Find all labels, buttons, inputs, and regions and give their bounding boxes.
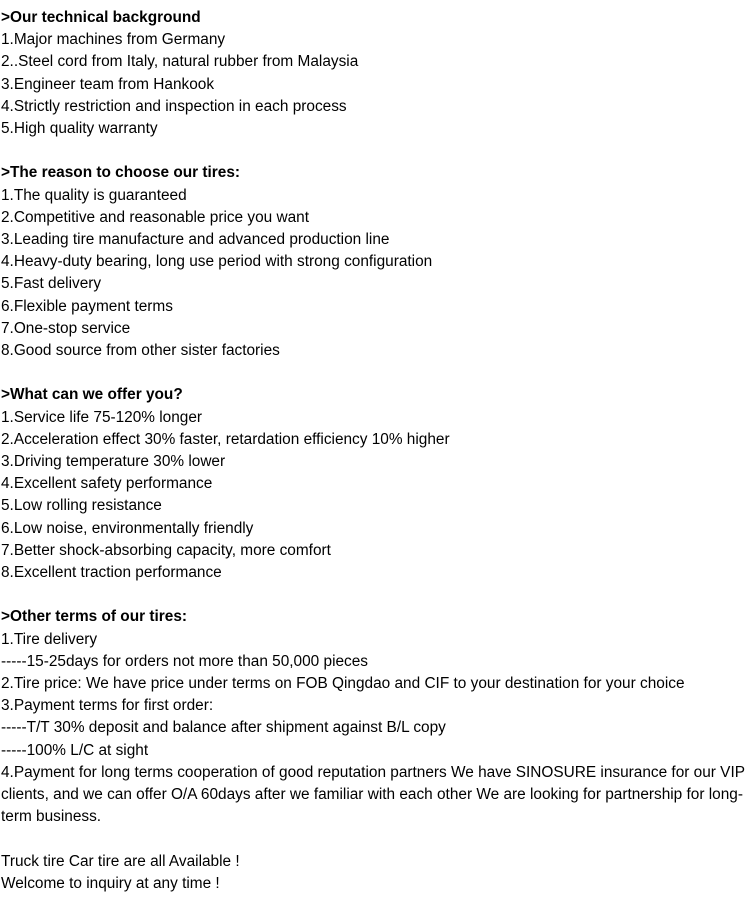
- list-item: 3.Leading tire manufacture and advanced production line: [1, 231, 390, 249]
- list-item: 6.Low noise, environmentally friendly: [1, 519, 254, 537]
- list-item: 1.Major machines from Germany: [1, 31, 226, 49]
- section-heading-other-terms: >Other terms of our tires:: [1, 608, 188, 626]
- list-item: 8.Excellent traction performance: [1, 564, 222, 582]
- section-heading-what-we-offer: >What can we offer you?: [1, 386, 183, 404]
- list-item: 2..Steel cord from Italy, natural rubber from Malaysia: [1, 53, 359, 71]
- list-item: -----15-25days for orders not more than 50,000 pieces: [1, 652, 368, 670]
- list-item: 8.Good source from other sister factories: [1, 342, 280, 360]
- section-heading-technical-background: >Our technical background: [1, 9, 201, 26]
- list-item: -----100% L/C at sight: [1, 741, 149, 759]
- list-item: 3.Driving temperature 30% lower: [1, 453, 226, 471]
- spacer: [1, 828, 750, 850]
- list-item: 3.Payment terms for first order:: [1, 697, 214, 715]
- section-heading-reason-to-choose: >The reason to choose our tires:: [1, 164, 241, 182]
- list-item: 4.Excellent safety performance: [1, 475, 213, 493]
- list-item: 5.High quality warranty: [1, 120, 158, 138]
- list-item: 5.Fast delivery: [1, 275, 102, 293]
- spacer: [1, 362, 750, 384]
- closing-welcome: Welcome to inquiry at any time !: [1, 874, 220, 892]
- list-item: 1.The quality is guaranteed: [1, 186, 187, 204]
- list-item: 6.Flexible payment terms: [1, 297, 173, 315]
- list-item: 4.Strictly restriction and inspection in each process: [1, 97, 347, 115]
- list-item: 2.Competitive and reasonable price you want: [1, 208, 309, 226]
- spacer: [1, 140, 750, 162]
- spacer: [1, 584, 750, 606]
- list-item: 5.Low rolling resistance: [1, 497, 162, 515]
- payment-terms-paragraph: 4.Payment for long terms cooperation of good reputation partners We have SINOSURE insurance for our VIP clients, and we can offer O/A 60days after we familiar with each other We are looking for partnership for long-term business.: [1, 763, 745, 826]
- list-item: 2.Acceleration effect 30% faster, retardation efficiency 10% higher: [1, 430, 450, 448]
- closing-availability: Truck tire Car tire are all Available !: [1, 852, 240, 870]
- list-item: 3.Engineer team from Hankook: [1, 75, 215, 93]
- list-item: -----T/T 30% deposit and balance after shipment against B/L copy: [1, 719, 446, 737]
- list-item: 1.Tire delivery: [1, 630, 98, 648]
- list-item: 7.One-stop service: [1, 319, 131, 337]
- list-item: 4.Heavy-duty bearing, long use period with strong configuration: [1, 253, 433, 271]
- list-item: 1.Service life 75-120% longer: [1, 408, 203, 426]
- list-item: 7.Better shock-absorbing capacity, more comfort: [1, 541, 331, 559]
- list-item: 2.Tire price: We have price under terms on FOB Qingdao and CIF to your destination for your choice: [1, 675, 685, 693]
